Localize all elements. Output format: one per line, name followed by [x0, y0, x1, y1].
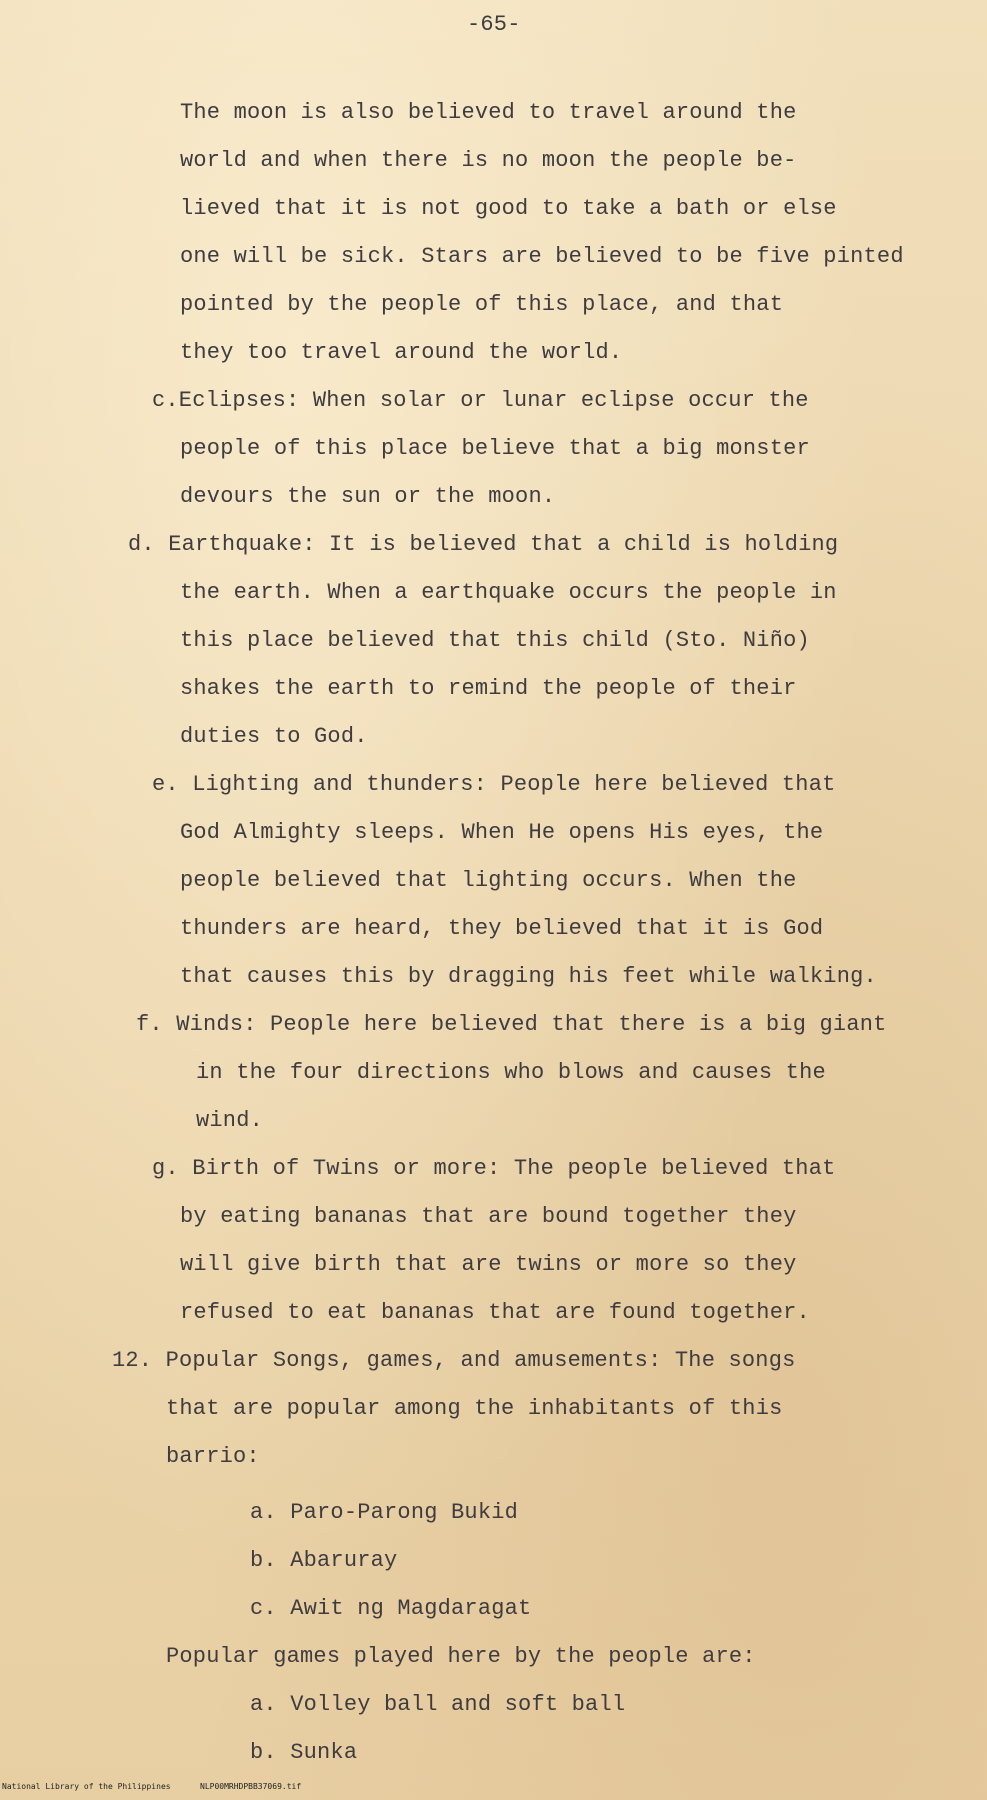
footer-library: National Library of the Philippines [2, 1782, 171, 1791]
text-line: pointed by the people of this place, and that [180, 292, 784, 317]
text-line: refused to eat bananas that are found together. [180, 1300, 810, 1325]
text-line: world and when there is no moon the people be- [180, 148, 797, 173]
text-line: will give birth that are twins or more so they [180, 1252, 797, 1277]
text-line: that causes this by dragging his feet while walking. [180, 964, 877, 989]
text-line: a. Volley ball and soft ball [250, 1692, 626, 1717]
text-line: by eating bananas that are bound together they [180, 1204, 797, 1229]
page-number: -65- [467, 12, 521, 37]
text-line: this place believed that this child (Sto. Niño) [180, 628, 810, 653]
text-line: d. Earthquake: It is believed that a child is holding [128, 532, 839, 557]
text-line: one will be sick. Stars are believed to be five pinted [180, 244, 904, 269]
text-line: devours the sun or the moon. [180, 484, 556, 509]
text-line: c. Awit ng Magdaragat [250, 1596, 532, 1621]
text-line: b. Sunka [250, 1740, 358, 1765]
text-line: wind. [196, 1108, 264, 1133]
text-line: people of this place believe that a big monster [180, 436, 810, 461]
text-line: people believed that lighting occurs. When the [180, 868, 797, 893]
text-line: they too travel around the world. [180, 340, 623, 365]
text-line: The moon is also believed to travel around the [180, 100, 797, 125]
text-line: that are popular among the inhabitants of this [166, 1396, 783, 1421]
text-line: 12. Popular Songs, games, and amusements: The songs [112, 1348, 796, 1373]
text-line: a. Paro-Parong Bukid [250, 1500, 519, 1525]
text-line: the earth. When a earthquake occurs the people in [180, 580, 837, 605]
text-line: thunders are heard, they believed that it is God [180, 916, 824, 941]
text-line: Popular games played here by the people are: [166, 1644, 756, 1669]
text-line: duties to God. [180, 724, 368, 749]
text-line: lieved that it is not good to take a bath or else [180, 196, 837, 221]
text-line: God Almighty sleeps. When He opens His eyes, the [180, 820, 824, 845]
text-line: c.Eclipses: When solar or lunar eclipse occur the [152, 388, 809, 413]
text-line: g. Birth of Twins or more: The people believed that [152, 1156, 836, 1181]
text-line: f. Winds: People here believed that there is a big giant [136, 1012, 887, 1037]
text-line: shakes the earth to remind the people of their [180, 676, 797, 701]
footer-file: NLP00MRHDPBB37069.tif [200, 1782, 302, 1791]
text-line: b. Abaruray [250, 1548, 398, 1573]
text-line: barrio: [166, 1444, 260, 1469]
text-line: e. Lighting and thunders: People here believed that [152, 772, 836, 797]
text-line: in the four directions who blows and causes the [196, 1060, 826, 1085]
